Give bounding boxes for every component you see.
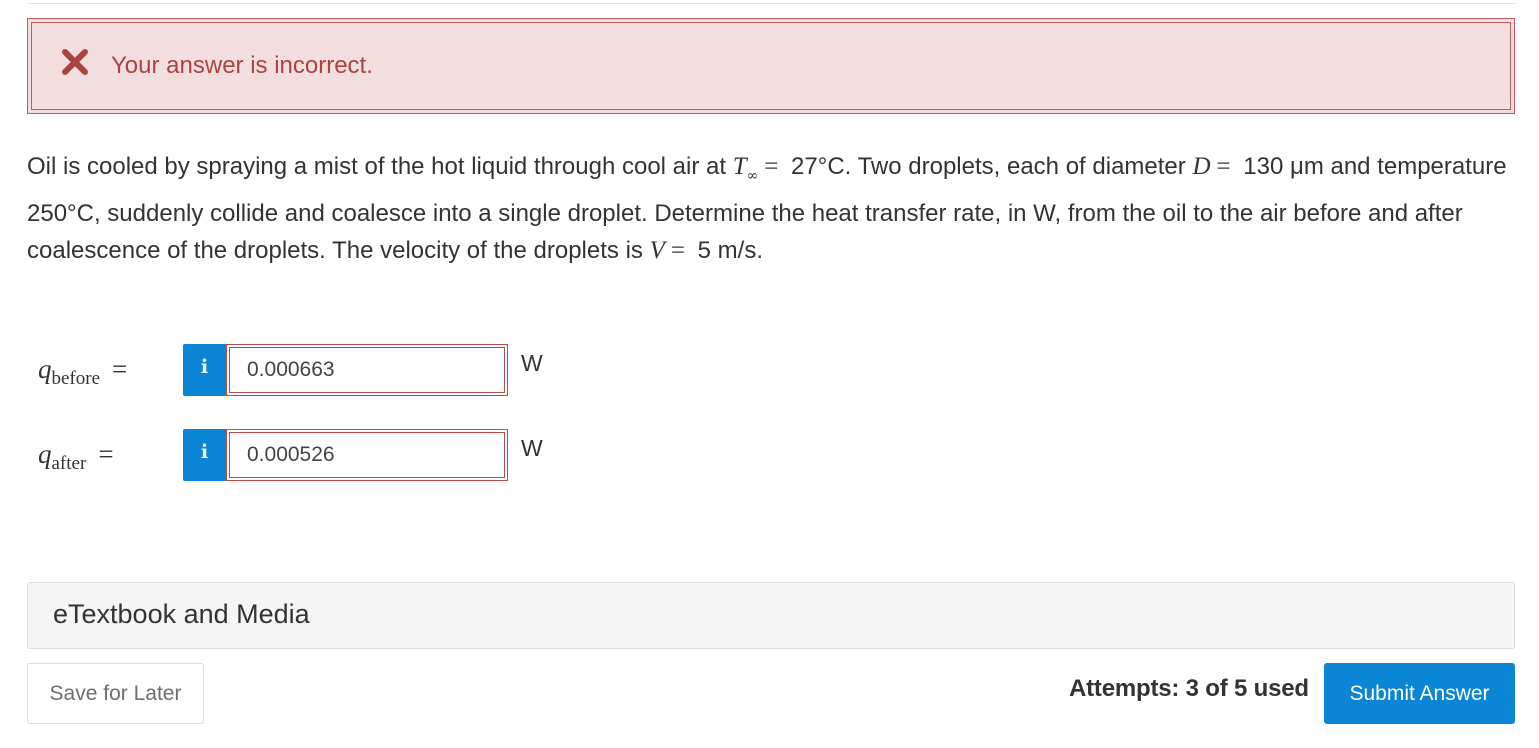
info-button-before[interactable]: i (183, 344, 226, 396)
answer-subscript-after: after (51, 453, 87, 474)
math-equals-2: = (1216, 153, 1231, 180)
answer-input-frame-after (226, 429, 508, 481)
info-button-after[interactable]: i (183, 429, 226, 481)
attempts-counter: Attempts: 3 of 5 used (1069, 675, 1309, 702)
submit-answer-button[interactable]: Submit Answer (1324, 663, 1515, 724)
answer-symbol-before: q (38, 354, 52, 384)
math-equals-3: = (670, 237, 685, 264)
problem-text-3: 130 μm and temperature 250°C, suddenly collide and coalesce into a single droplet. Determine the heat transfer rate, in W, from the oil to the air before and after coalescence of the droplets. The velocity of the droplets is (27, 153, 1507, 264)
answer-symbol-after: q (38, 439, 52, 469)
answer-row-before (38, 344, 738, 396)
math-t-subscript: ∞ (746, 168, 759, 184)
answer-equals-before: = (112, 354, 128, 384)
save-for-later-button[interactable]: Save for Later (27, 663, 204, 724)
problem-text-1: Oil is cooled by spraying a mist of the hot liquid through cool air at (27, 153, 733, 180)
answer-unit-before: W (521, 350, 543, 376)
answer-label-before (38, 354, 127, 390)
answer-input-before[interactable] (229, 347, 505, 393)
close-icon (60, 47, 90, 77)
math-equals-1: = (764, 153, 779, 180)
feedback-alert-inner (31, 22, 1511, 110)
top-divider (28, 3, 1515, 4)
etextbook-panel[interactable] (27, 582, 1515, 649)
problem-text-4: 5 m/s. (690, 237, 763, 264)
answer-row-after (38, 429, 738, 481)
answer-unit-after: W (521, 435, 543, 461)
math-t-symbol: T (732, 153, 747, 180)
answer-input-after[interactable] (229, 432, 505, 478)
problem-statement (27, 148, 1507, 269)
answer-equals-after: = (98, 439, 114, 469)
feedback-message: Your answer is incorrect. (111, 52, 373, 79)
math-d-symbol: D (1192, 153, 1211, 180)
answer-label-after (38, 439, 114, 475)
feedback-alert (27, 18, 1515, 114)
etextbook-title: eTextbook and Media (53, 599, 310, 629)
answer-input-frame-before (226, 344, 508, 396)
math-v-symbol: V (649, 237, 665, 264)
answer-subscript-before: before (51, 368, 101, 389)
problem-text-2: 27°C. Two droplets, each of diameter (784, 153, 1193, 180)
